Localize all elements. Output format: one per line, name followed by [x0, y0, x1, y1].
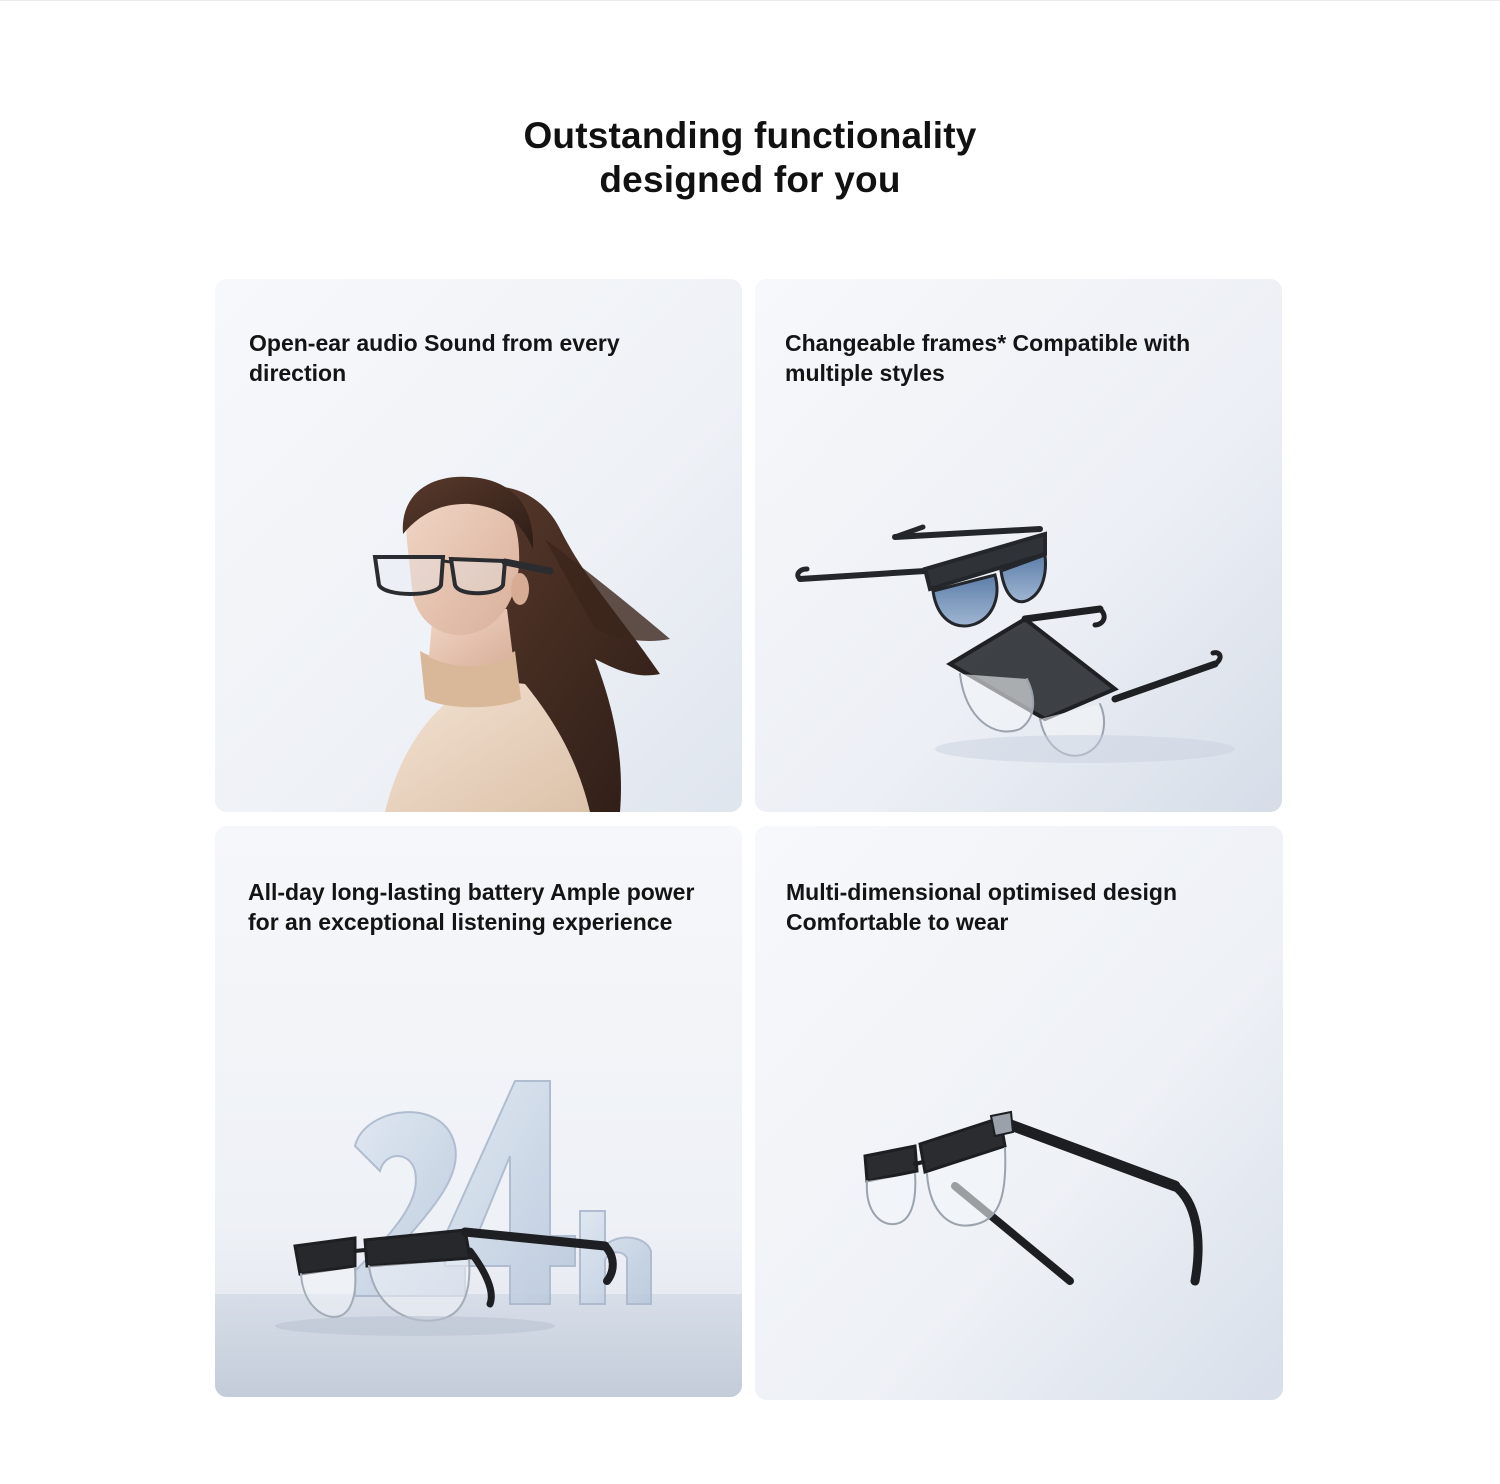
headline-line-1: Outstanding functionality	[523, 115, 977, 156]
headline-line-2: designed for you	[599, 159, 901, 200]
feature-card-changeable-frames	[755, 279, 1282, 812]
feature-title: All-day long-lasting battery Ample power for an exceptional listening experience	[248, 879, 695, 935]
feature-card-comfort-design	[755, 826, 1283, 1400]
feature-title: Changeable frames* Compatible with multiple styles	[785, 330, 1191, 386]
top-divider	[0, 0, 1500, 1]
feature-title: Open-ear audio Sound from every direction	[249, 330, 620, 386]
feature-card-open-ear-audio	[215, 279, 742, 812]
feature-title: Multi-dimensional optimised design Comfortable to wear	[786, 879, 1178, 935]
feature-card-battery	[215, 826, 742, 1397]
section-headline	[0, 114, 1500, 202]
